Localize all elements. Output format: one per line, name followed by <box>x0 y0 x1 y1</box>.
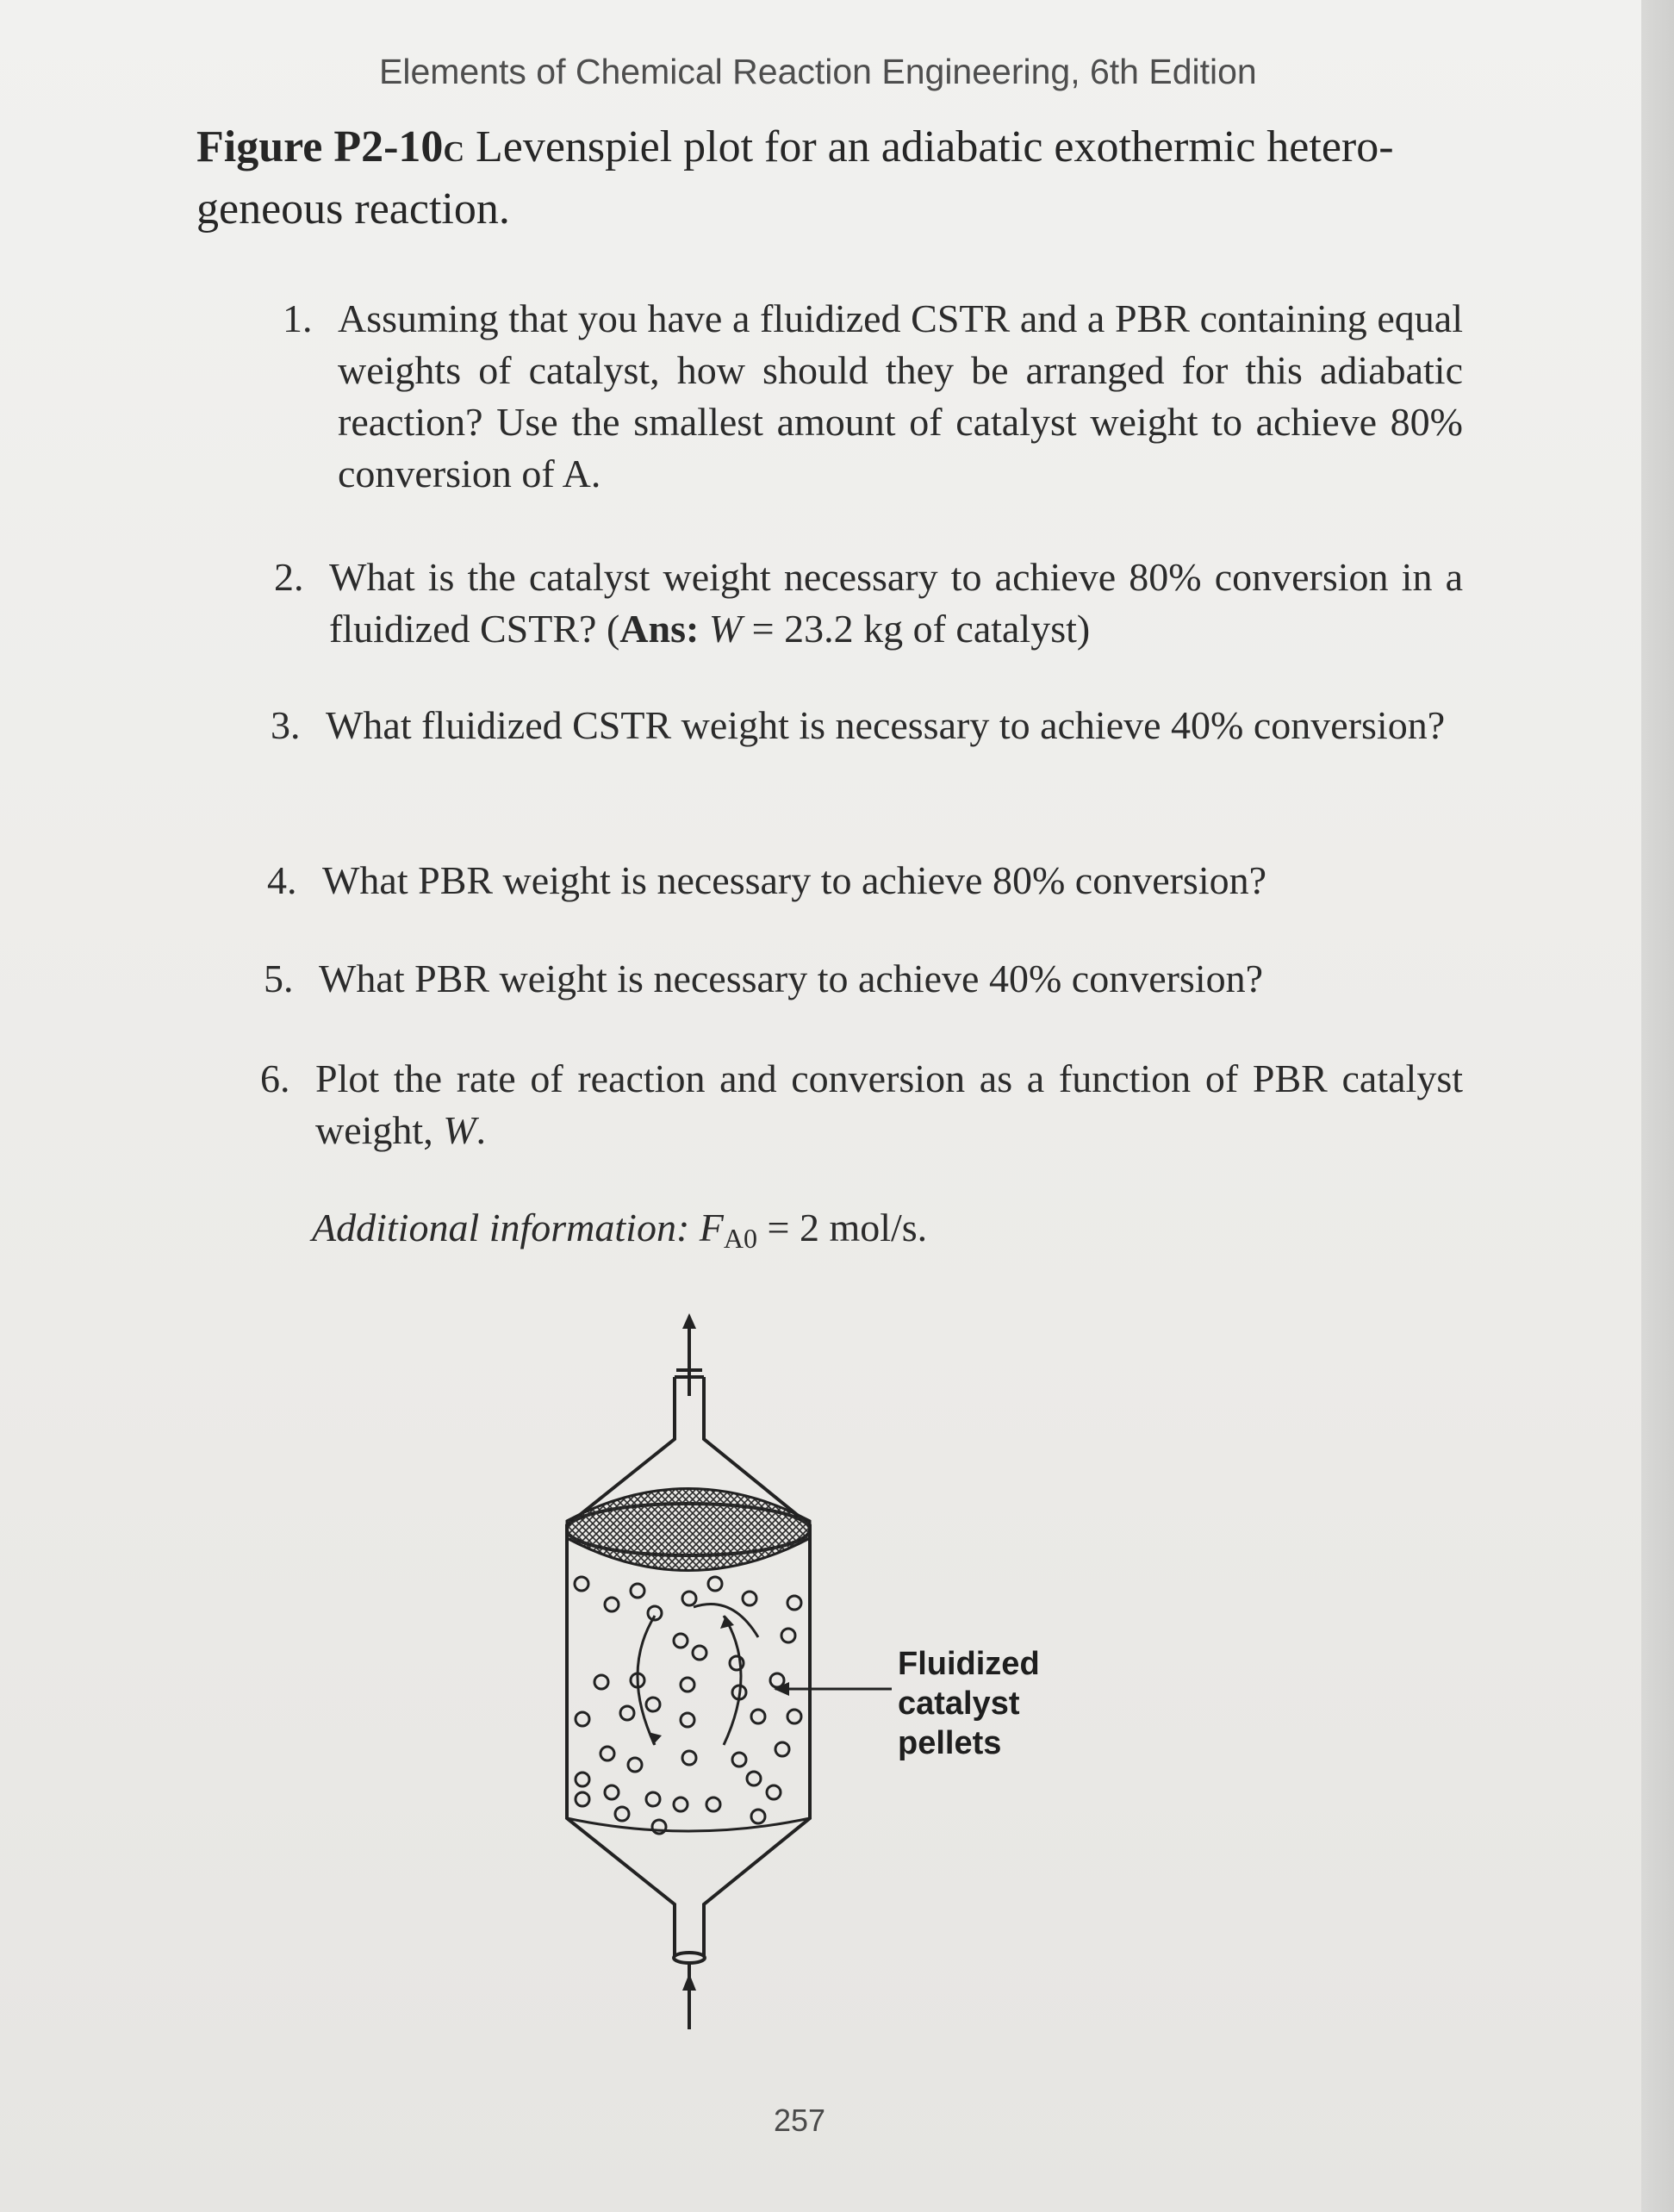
question-text: What fluidized CSTR weight is necessary to achieve 40% conversion? <box>326 703 1446 747</box>
pointer-arrow-icon <box>774 1682 892 1696</box>
question-number: 3. <box>271 703 301 747</box>
question-text: What is the catalyst weight necessary to achieve 80% conversion in a fluidized CSTR? (Ans: W = 23.2 kg of catalyst) <box>329 555 1463 651</box>
page-number: 257 <box>774 2103 826 2138</box>
figure-caption <box>196 119 1454 238</box>
question-text: What PBR weight is necessary to achieve 80% conversion? <box>322 858 1267 902</box>
caption-line-1: Levenspiel plot for an adiabatic exothermic hetero- <box>476 122 1394 171</box>
additional-information: Additional information: FA0 = 2 mol/s. <box>312 1206 928 1254</box>
question-5 <box>264 953 1463 1005</box>
catalyst-pellets <box>575 1577 801 1834</box>
question-2 <box>274 551 1463 655</box>
question-text: Plot the rate of reaction and conversion as a function of PBR catalyst weight, W. <box>315 1056 1463 1152</box>
inlet-arrow-icon <box>682 1963 696 2029</box>
outlet-arrow-icon <box>676 1313 702 1396</box>
reactor-vessel-outline <box>567 1377 810 1956</box>
caption-line-2: geneous reaction. <box>196 184 510 234</box>
question-text: Assuming that you have a fluidized CSTR and a PBR containing equal weights of catalyst, how should they be arranged for this adiabatic reaction? Use the smallest amount of catalyst weight to achieve 80% conversion of A. <box>338 296 1463 495</box>
question-3 <box>271 700 1463 751</box>
question-6 <box>260 1053 1463 1156</box>
figure-annotation: Fluidized catalyst pellets <box>898 1646 1040 1761</box>
figure-label: Figure P2-10C <box>196 122 464 171</box>
question-number: 4. <box>267 858 297 902</box>
question-4 <box>267 855 1463 907</box>
question-number: 5. <box>264 956 294 1000</box>
question-number: 6. <box>260 1056 290 1100</box>
page-edge <box>1641 0 1674 2212</box>
question-text: What PBR weight is necessary to achieve 40% conversion? <box>319 956 1264 1000</box>
question-number: 2. <box>274 555 304 599</box>
question-1 <box>283 293 1463 500</box>
running-header: Elements of Chemical Reaction Engineering, 6th Edition <box>379 52 1257 91</box>
question-number: 1. <box>283 296 313 340</box>
distributor-mesh <box>567 1489 810 1571</box>
